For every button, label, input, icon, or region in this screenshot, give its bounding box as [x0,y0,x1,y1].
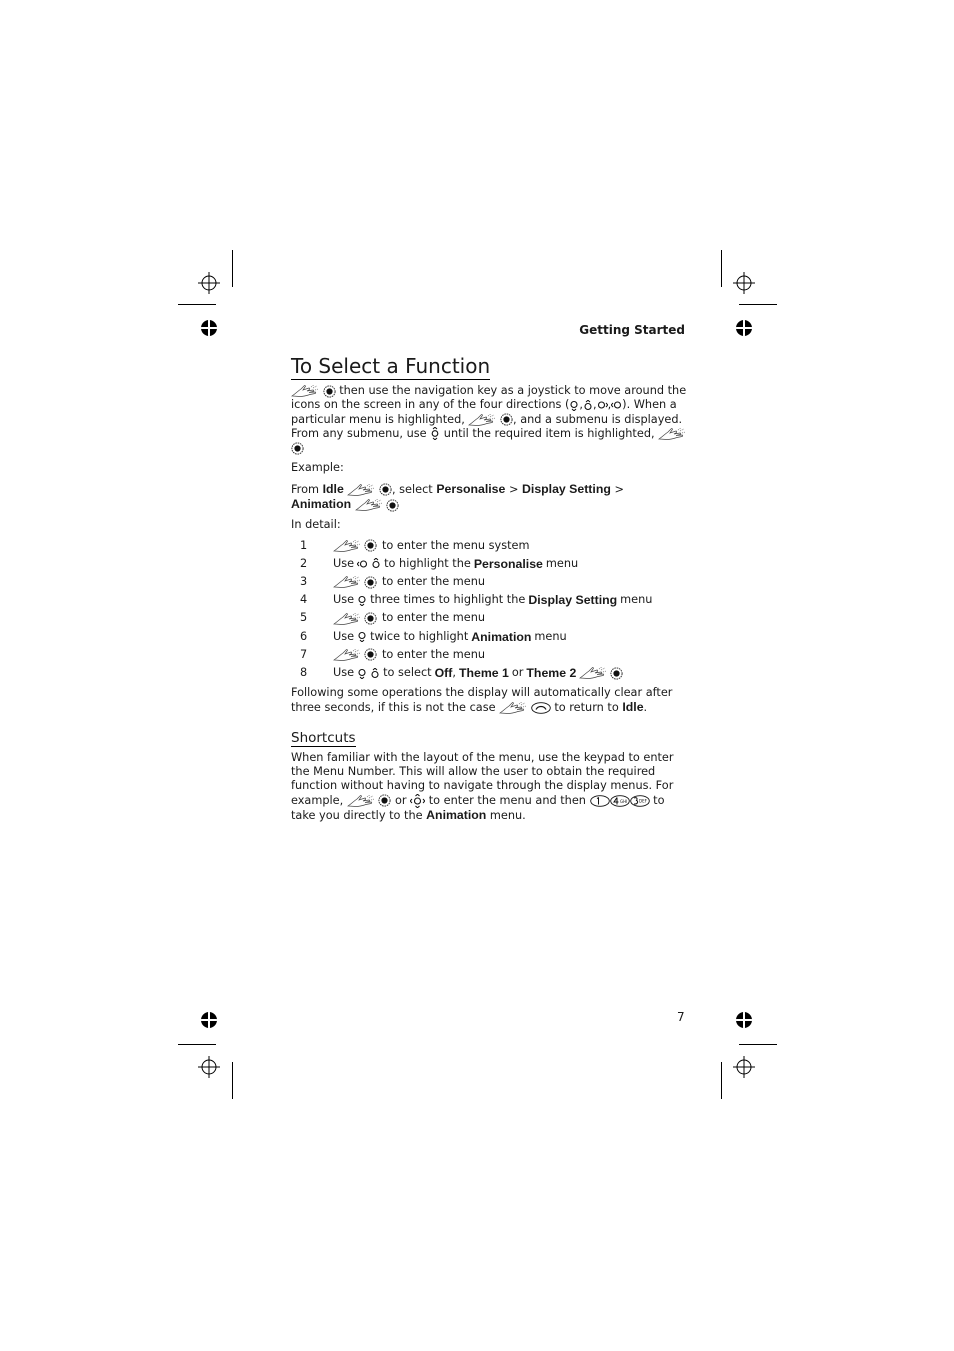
nav-up-down-icon [430,427,440,440]
page-title: To Select a Function [291,354,491,378]
following-text-1: Following some operations the display will automatically clear after three seconds, if this is not the case [291,686,673,715]
step-item [291,646,687,664]
press-hand-icon [468,413,496,427]
press-hand-icon [333,612,361,626]
step-sep: , [452,665,456,679]
ok-key-icon [364,612,377,625]
step-text: to enter the menu [382,611,486,625]
intro-text-2: ). When a particular menu is highlighted, [291,398,677,426]
step-number: 1 [300,538,308,552]
step-bold: Theme 2 [526,665,577,680]
crop-mark [232,1062,233,1099]
registration-dot-icon [201,1012,217,1028]
section-title-shortcuts: Shortcuts [291,729,356,746]
crop-mark [721,1062,722,1099]
key-3-icon [630,795,650,807]
registration-target-icon [198,272,220,294]
nav-left-icon [611,400,622,410]
ok-key-icon [386,499,399,512]
intro-text-1: then use the navigation key as a joystick to move around the icons on the screen in any of the four directions ( [291,384,687,412]
following-text-2: to return to [554,701,619,715]
step-pre: Use [333,556,355,570]
step-item [291,628,687,646]
ok-key-icon [364,539,377,552]
step-number: 4 [300,593,308,607]
step-item [291,591,687,609]
crop-mark [721,250,722,287]
registration-target-icon [733,1056,755,1078]
nav-up-icon [583,400,593,411]
step-bold: Animation [471,629,532,644]
ok-key-icon [500,413,513,426]
press-hand-icon [347,483,375,497]
shortcuts-text-2: to enter the menu and then [428,793,586,807]
menu-animation: Animation [291,497,352,512]
example-path [291,482,687,513]
step-number: 7 [300,647,308,661]
path-separator: > [614,482,624,496]
step-number: 8 [300,665,308,679]
ok-key-icon [323,385,336,398]
step-item [291,555,687,573]
step-text: to highlight the [384,556,471,570]
intro-paragraph: then use the navigation key as a joystick to move around the icons on the screen in any of the four directions ( , , , ). When a particular menu is highlighted, , and a submenu is displayed. From any submenu, use until the required item is highlighted, [291,384,687,455]
step-pre: Use [333,593,355,607]
step-bold: Theme 1 [458,665,509,680]
menu-idle: Idle [622,700,644,715]
menu-personalise: Personalise [436,481,506,496]
step-item [291,664,687,682]
step-text: to enter the menu system [382,538,530,552]
step-bold: Display Setting [528,593,618,608]
crop-mark [178,1044,216,1045]
step-text: twice to highlight [370,629,469,643]
step-text: to enter the menu [382,574,486,588]
menu-display-setting: Display Setting [522,481,611,496]
step-text: to enter the menu [382,647,486,661]
step-pre: Use [333,665,355,679]
step-or: or [511,665,524,679]
press-hand-icon [579,666,607,680]
step-item [291,573,687,591]
intro-text-4: until the required item is highlighted, [443,426,655,440]
menu-animation: Animation [426,807,487,822]
step-number: 5 [300,611,308,625]
nav-down-icon [357,631,367,642]
following-paragraph [291,686,687,716]
shortcuts-text-1: When familiar with the layout of the menu, use the keypad to enter the Menu Number. This will allow the user to obtain the required function without having to navigate through the display menus. For example, [291,750,674,807]
crop-mark [739,1044,777,1045]
crop-mark [178,304,216,305]
intro-text-3: , and a submenu is displayed. From any submenu, use [291,412,683,440]
crop-mark [739,304,777,305]
end-call-key-icon [531,702,551,714]
page-number: 7 [677,1010,685,1024]
nav-right-icon [597,400,608,410]
ok-key-icon [378,794,391,807]
shortcuts-paragraph [291,751,687,823]
press-hand-icon [658,427,686,441]
press-hand-icon [499,701,527,715]
ok-key-icon [364,648,377,661]
ok-key-icon [379,483,392,496]
nav-down-icon [569,400,579,411]
path-separator: > [508,482,519,496]
step-item [291,609,687,627]
ok-key-icon [610,667,623,680]
step-item [291,537,687,555]
step-post: menu [534,629,567,643]
ok-key-icon [291,442,304,455]
example-select: , select [391,482,433,496]
press-hand-icon [291,384,319,398]
example-from: From [291,482,319,496]
step-bold: Personalise [473,556,543,571]
following-end: . [643,701,648,715]
step-post: menu [620,593,653,607]
crop-mark [232,250,233,287]
step-text: three times to highlight the [370,593,526,607]
nav-down-icon [357,595,367,606]
step-number: 3 [300,574,308,588]
nav-up-icon [370,668,380,679]
registration-dot-icon [736,1012,752,1028]
step-bold: Off [434,665,453,680]
nav-down-icon [357,668,367,679]
key-4-icon [610,795,630,807]
nav-up-icon [371,558,381,569]
registration-target-icon [733,272,755,294]
registration-dot-icon [736,320,752,336]
press-hand-icon [347,794,375,808]
registration-target-icon [198,1056,220,1078]
example-label: Example: [291,461,344,475]
running-header: Getting Started [579,323,685,337]
in-detail-label: In detail: [291,518,341,532]
steps-list [291,537,687,683]
key-1-icon [590,795,610,807]
press-hand-icon [333,539,361,553]
shortcuts-text-4: menu. [489,808,526,822]
press-hand-icon [333,575,361,589]
nav-left-icon [357,559,368,569]
registration-dot-icon [201,320,217,336]
nav-four-way-icon [410,794,425,808]
step-number: 2 [300,556,308,570]
step-text: to select [383,665,432,679]
step-pre: Use [333,629,355,643]
press-hand-icon [355,498,383,512]
ok-key-icon [364,576,377,589]
press-hand-icon [333,648,361,662]
step-number: 6 [300,629,308,643]
shortcuts-text-3: to take you directly to the [291,793,665,822]
menu-idle: Idle [322,481,344,496]
shortcuts-or: or [395,793,407,807]
step-post: menu [545,556,579,570]
main-content [291,354,687,829]
